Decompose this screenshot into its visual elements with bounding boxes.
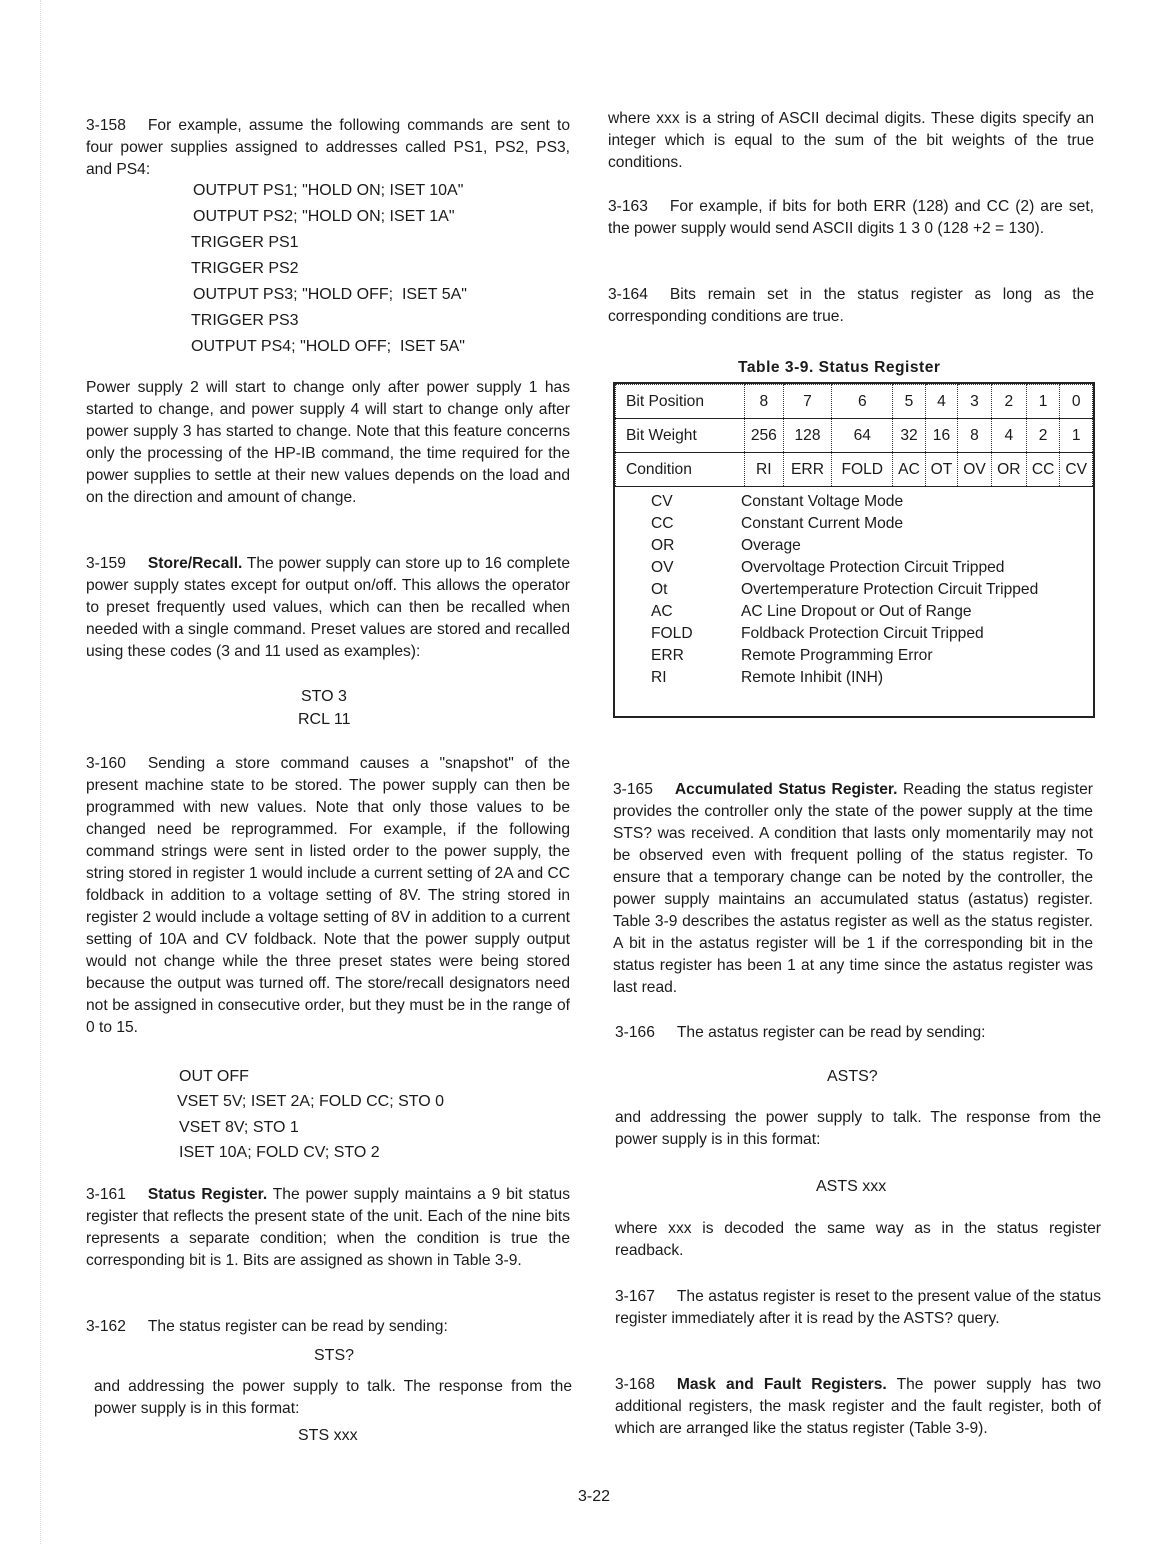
- legend-desc: Overvoltage Protection Circuit Tripped: [741, 559, 1005, 576]
- paragraph-number: 3-162: [86, 1318, 126, 1335]
- code-line: STO 3: [301, 688, 347, 705]
- row-label: Bit Weight: [616, 419, 745, 453]
- paragraph-text: The astatus register can be read by sending:: [676, 1024, 986, 1041]
- legend-desc: Remote Programming Error: [741, 647, 933, 664]
- status-register-table: [613, 382, 1095, 718]
- legend-abbr: ERR: [651, 647, 684, 664]
- paragraph-3-158: [86, 115, 570, 181]
- paragraph-number: 3-168: [615, 1376, 655, 1393]
- table-cell: FOLD: [832, 453, 893, 487]
- legend-item: [651, 557, 1093, 579]
- paragraph-text: For example, if bits for both ERR (128) and CC (2) are set, the power supply would send ASCII digits 1 3 0 (128 +2 = 130).: [608, 198, 1094, 237]
- paragraph-3-163: [608, 196, 1094, 240]
- paragraph-3-160: [86, 753, 570, 1039]
- code-line: OUTPUT PS1; "HOLD ON; ISET 10A": [193, 182, 464, 199]
- table-row-condition: [616, 453, 1093, 487]
- table-cell: 8: [745, 385, 784, 419]
- paragraph-number: 3-161: [86, 1186, 126, 1203]
- row-label: Bit Position: [616, 385, 745, 419]
- legend-item: [651, 645, 1093, 667]
- row-label: Condition: [616, 453, 745, 487]
- code-line: ASTS?: [827, 1068, 878, 1085]
- paragraph-number: 3-160: [86, 755, 126, 772]
- table-cell: 5: [893, 385, 925, 419]
- paragraph-power-supply: Power supply 2 will start to change only after power supply 1 has started to change, and power supply 4 will start to change only after power supply 3 has started to change. Note that this feature concerns only the processing of the HP-IB command, the time required for the power supplies to settle at their new values depends on the load and on the direction and amount of change.: [86, 379, 570, 506]
- paragraph-number: 3-165: [613, 781, 653, 798]
- code-line: STS xxx: [298, 1427, 358, 1444]
- paragraph-text: The astatus register is reset to the present value of the status register immediately after it is read by the ASTS? query.: [615, 1288, 1101, 1327]
- legend-abbr: OV: [651, 559, 674, 576]
- legend-item: [651, 491, 1093, 513]
- table-cell: 4: [991, 419, 1026, 453]
- paragraph-text: The power supply maintains a 9 bit status register that reflects the present state of the unit. Each of the nine bits represents a separate condition; when the condition is true the corresponding bit is 1. Bits are assigned as shown in Table 3-9.: [86, 1186, 570, 1269]
- table-cell: 32: [893, 419, 925, 453]
- table-row-bit-position: [616, 385, 1093, 419]
- paragraph-3-167: [615, 1286, 1101, 1330]
- paragraph-heading: Status Register.: [147, 1186, 268, 1203]
- table-cell: CV: [1060, 453, 1093, 487]
- code-line: VSET 5V; ISET 2A; FOLD CC; STO 0: [177, 1093, 445, 1110]
- paragraph-3-162: [86, 1316, 570, 1338]
- legend-item: [651, 601, 1093, 623]
- table-cell: OV: [958, 453, 992, 487]
- code-line: TRIGGER PS1: [191, 234, 299, 251]
- paragraph-text: Sending a store command causes a "snapshot" of the present machine state to be stored. The power supply can then be programmed with new values. Note that only those values to be changed need be reprogrammed. For example, if the following command strings were sent in listed order to the power supply, the string stored in register 1 would include a current setting of 2A and CC foldback in addition to a voltage setting of 8V. The string stored in register 2 would include a voltage setting of 8V in addition to a current setting of 10A and CV foldback. Note that the power supply output would not change while the three preset states were being stored because the output was turned off. The store/recall designators need not be assigned in consecutive order, but they must be in the range of 0 to 15.: [86, 755, 570, 1036]
- table-cell: ERR: [783, 453, 832, 487]
- table-cell: 8: [958, 419, 992, 453]
- table-row-bit-weight: [616, 419, 1093, 453]
- condition-legend: [615, 487, 1093, 689]
- legend-item: [651, 579, 1093, 601]
- paragraph-number: 3-167: [615, 1288, 655, 1305]
- code-line: OUTPUT PS4; "HOLD OFF; ISET 5A": [191, 338, 465, 355]
- legend-abbr: RI: [651, 669, 667, 686]
- paragraph-3-165: [613, 779, 1093, 999]
- paragraph-3-168: [615, 1374, 1101, 1440]
- code-line: TRIGGER PS2: [191, 260, 299, 277]
- paragraph-3-164: [608, 284, 1094, 328]
- code-line: VSET 8V; STO 1: [179, 1119, 299, 1136]
- paragraph-where-xxx: where xxx is a string of ASCII decimal digits. These digits specify an integer which is equal to the sum of the bit weights of the true conditions.: [608, 110, 1094, 171]
- legend-item: [651, 623, 1093, 645]
- paragraph-number: 3-163: [608, 198, 648, 215]
- paragraph-number: 3-159: [86, 555, 126, 572]
- table-cell: 16: [925, 419, 957, 453]
- scan-margin: [0, 0, 41, 1544]
- paragraph-addressing: and addressing the power supply to talk. The response from the power supply is in this format:: [615, 1109, 1101, 1148]
- table-cell: 1: [1060, 419, 1093, 453]
- legend-abbr: CC: [651, 515, 674, 532]
- legend-abbr: FOLD: [651, 625, 693, 642]
- table-cell: 2: [991, 385, 1026, 419]
- paragraph-text: The power supply has two additional registers, the mask register and the fault register, both of which are arranged like the status register (Table 3-9).: [615, 1376, 1101, 1437]
- code-line: TRIGGER PS3: [191, 312, 299, 329]
- paragraph-text: The status register can be read by sending:: [147, 1318, 448, 1335]
- legend-item: [651, 535, 1093, 557]
- paragraph-heading: Accumulated Status Register.: [674, 781, 898, 798]
- table-cell: AC: [893, 453, 925, 487]
- table-cell: CC: [1026, 453, 1060, 487]
- table-cell: 4: [925, 385, 957, 419]
- code-line: OUT OFF: [179, 1068, 249, 1085]
- table-cell: 2: [1026, 419, 1060, 453]
- paragraph-text: For example, assume the following commands are sent to four power supplies assigned to addresses called PS1, PS2, PS3, and PS4:: [86, 117, 570, 178]
- page-number: 3-22: [578, 1488, 611, 1505]
- legend-desc: Overtemperature Protection Circuit Tripped: [741, 581, 1039, 598]
- legend-desc: Constant Voltage Mode: [741, 493, 904, 510]
- table-cell: 1: [1026, 385, 1060, 419]
- paragraph-3-166: [615, 1022, 1101, 1044]
- table-cell: OR: [991, 453, 1026, 487]
- legend-desc: AC Line Dropout or Out of Range: [741, 603, 972, 620]
- paragraph-addressing: and addressing the power supply to talk. The response from the power supply is in this format:: [94, 1378, 572, 1417]
- table-cell: 6: [832, 385, 893, 419]
- legend-desc: Remote Inhibit (INH): [741, 669, 884, 686]
- paragraph-text: Reading the status register provides the controller only the state of the power supply at the time STS? was received. A condition that lasts only momentarily may not be observed even with frequent polling of the status register. To ensure that a temporary change can be noted by the controller, the power supply maintains an accumulated status (astatus) register. Table 3-9 describes the astatus register as well as the status register. A bit in the astatus register will be 1 if the corresponding bit in the status register has been 1 at any time since the astatus register was last read.: [613, 781, 1093, 996]
- legend-item: [651, 667, 1093, 689]
- code-line: OUTPUT PS2; "HOLD ON; ISET 1A": [193, 208, 455, 225]
- paragraph-decoded: where xxx is decoded the same way as in the status register readback.: [615, 1220, 1101, 1259]
- legend-item: [651, 513, 1093, 535]
- code-line: RCL 11: [298, 711, 351, 728]
- table-title: Table 3-9. Status Register: [738, 359, 941, 376]
- table-cell: 64: [832, 419, 893, 453]
- legend-desc: Constant Current Mode: [741, 515, 904, 532]
- paragraph-3-159: [86, 553, 570, 663]
- paragraph-number: 3-166: [615, 1024, 655, 1041]
- legend-desc: Foldback Protection Circuit Tripped: [741, 625, 984, 642]
- legend-abbr: CV: [651, 493, 673, 510]
- paragraph-3-161: [86, 1184, 570, 1272]
- table-cell: 0: [1060, 385, 1093, 419]
- table-cell: 256: [745, 419, 784, 453]
- legend-abbr: AC: [651, 603, 673, 620]
- code-line: STS?: [314, 1347, 355, 1364]
- code-line: ASTS xxx: [816, 1178, 887, 1195]
- code-line: ISET 10A; FOLD CV; STO 2: [179, 1144, 380, 1161]
- legend-desc: Overage: [741, 537, 801, 554]
- paragraph-heading: Mask and Fault Registers.: [676, 1376, 887, 1393]
- table-cell: 128: [783, 419, 832, 453]
- legend-abbr: Ot: [651, 581, 668, 598]
- table-cell: OT: [925, 453, 957, 487]
- table-cell: RI: [745, 453, 784, 487]
- paragraph-heading: Store/Recall.: [147, 555, 243, 572]
- paragraph-number: 3-164: [608, 286, 648, 303]
- code-line: OUTPUT PS3; "HOLD OFF; ISET 5A": [193, 286, 467, 303]
- table-cell: 7: [783, 385, 832, 419]
- paragraph-number: 3-158: [86, 117, 126, 134]
- paragraph-text: Bits remain set in the status register as long as the corresponding conditions are true.: [608, 286, 1094, 325]
- table-cell: 3: [958, 385, 992, 419]
- paragraph-text: The power supply can store up to 16 complete power supply states except for output on/off. This allows the operator to preset frequently used values, which can then be recalled when needed with a single command. Preset values are stored and recalled using these codes (3 and 11 used as examples):: [86, 555, 570, 660]
- legend-abbr: OR: [651, 537, 675, 554]
